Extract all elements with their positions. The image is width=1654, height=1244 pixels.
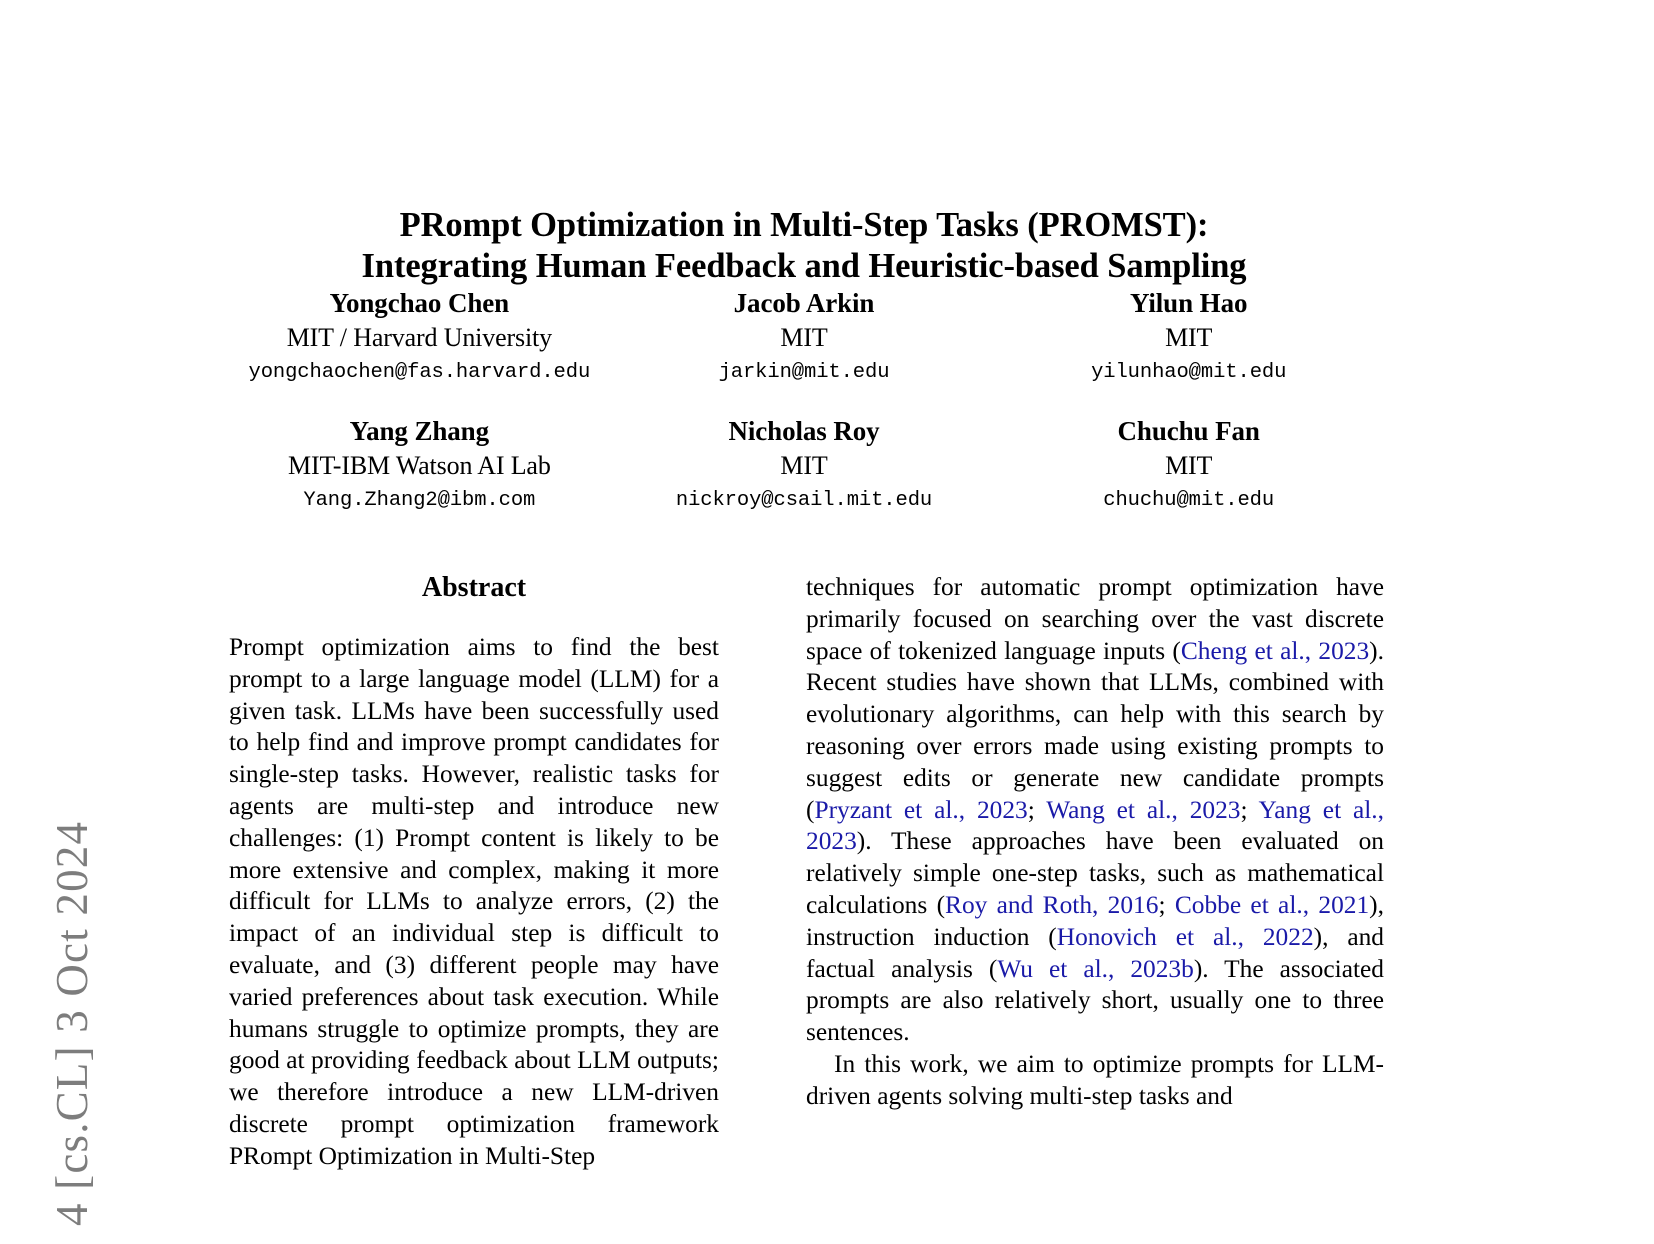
- author-affiliation: MIT-IBM Watson AI Lab: [287, 451, 551, 480]
- author-affiliation: MIT / Harvard University: [286, 323, 552, 352]
- author-email: yilunhao@mit.edu: [1091, 361, 1287, 384]
- title-line-2: Integrating Human Feedback and Heuristic-based Sampling: [361, 247, 1247, 286]
- intro-p1-citation-9[interactable]: Roy and Roth, 2016: [945, 890, 1159, 919]
- arxiv-identifier-stamp: 4 [cs.CL] 3 Oct 2024: [47, 820, 97, 1226]
- author-name: Nicholas Roy: [728, 416, 880, 446]
- author-entry: [227, 414, 612, 518]
- author-name: Yongchao Chen: [329, 288, 510, 318]
- body-columns: [0, 572, 1654, 1244]
- intro-p1-citation-13[interactable]: Honovich et al., 2022: [1056, 922, 1314, 951]
- abstract-column: [229, 572, 719, 1173]
- author-entry: [227, 286, 612, 390]
- abstract-text: Prompt optimization aims to find the best prompt to a large language model (LLM) for a given task. LLMs have been successfully used to help find and improve prompt candidates for single-step tasks. However, realistic tasks for agents are multi-step and introduce new challenges: (1) Prompt content is likely to be more extensive and complex, making it more difficult for LLMs to analyze errors, (2) the impact of an individual step is difficult to evaluate, and (3) different people may have varied preferences about task execution. While humans struggle to optimize prompts, they are good at providing feedback about LLM outputs; we therefore introduce a new LLM-driven discrete prompt optimization framework PRompt Optimization in Multi-Step: [229, 633, 719, 1170]
- author-affiliation: MIT: [780, 451, 828, 480]
- author-row: [227, 286, 1381, 390]
- author-row: [227, 414, 1381, 518]
- intro-paragraph-continued: [806, 572, 1384, 1049]
- author-entry: [996, 286, 1381, 390]
- introduction-column: [806, 572, 1384, 1113]
- intro-paragraph-new: [806, 1049, 1384, 1113]
- title-line-1: PRompt Optimization in Multi-Step Tasks (PROMST):: [399, 206, 1209, 245]
- intro-p1-citation-3[interactable]: Pryzant et al., 2023: [814, 795, 1028, 824]
- author-entry: [996, 414, 1381, 518]
- author-entry: [612, 414, 997, 518]
- author-name: Jacob Arkin: [733, 288, 875, 318]
- intro-p2-text-0: In this work, we aim to optimize prompts for LLM-driven agents solving multi-step tasks and: [806, 1049, 1384, 1110]
- author-name: Chuchu Fan: [1117, 416, 1260, 446]
- intro-p1-text-0: techniques for automatic prompt optimization have primarily focused on searching over the vast discrete space of tokenized language inputs (: [806, 573, 1384, 665]
- intro-p1-text-14: ), and factual analysis (: [806, 922, 1384, 983]
- intro-p1-citation-1[interactable]: Cheng et al., 2023: [1180, 636, 1370, 665]
- intro-p1-citation-7[interactable]: Yang et al., 2023: [806, 795, 1384, 856]
- intro-p1-citation-11[interactable]: Cobbe et al., 2021: [1174, 890, 1370, 919]
- intro-p1-text-8: ). These approaches have been evaluated on relatively simple one-step tasks, such as mathematical calculations (: [806, 827, 1384, 919]
- author-affiliation: MIT: [1165, 323, 1213, 352]
- intro-p1-text-10: ;: [1158, 890, 1175, 919]
- intro-p1-citation-5[interactable]: Wang et al., 2023: [1046, 795, 1241, 824]
- intro-p1-text-16: ). The associated prompts are also relatively short, usually one to three sentences.: [806, 954, 1384, 1047]
- author-name: Yang Zhang: [349, 416, 489, 446]
- author-email: jarkin@mit.edu: [718, 361, 890, 384]
- author-affiliation: MIT: [780, 323, 828, 352]
- abstract-heading: Abstract: [421, 572, 527, 603]
- author-affiliation: MIT: [1165, 451, 1213, 480]
- author-entry: [612, 286, 997, 390]
- intro-p1-citation-15[interactable]: Wu et al., 2023b: [997, 954, 1194, 983]
- page-title: [227, 205, 1381, 287]
- intro-p1-text-2: ). Recent studies have shown that LLMs, combined with evolutionary algorithms, can help with this search by reasoning over errors made using existing prompts to suggest edits or generate new candidate prompts (: [806, 636, 1384, 824]
- intro-p1-text-6: ;: [1240, 795, 1259, 824]
- intro-p1-text-12: ), instruction induction (: [806, 890, 1384, 951]
- author-email: Yang.Zhang2@ibm.com: [303, 489, 536, 512]
- author-email: nickroy@csail.mit.edu: [675, 489, 933, 512]
- author-email: yongchaochen@fas.harvard.edu: [248, 361, 591, 384]
- author-block: [227, 286, 1381, 518]
- intro-p1-text-4: ;: [1027, 795, 1047, 824]
- author-email: chuchu@mit.edu: [1103, 489, 1275, 512]
- author-name: Yilun Hao: [1129, 288, 1248, 318]
